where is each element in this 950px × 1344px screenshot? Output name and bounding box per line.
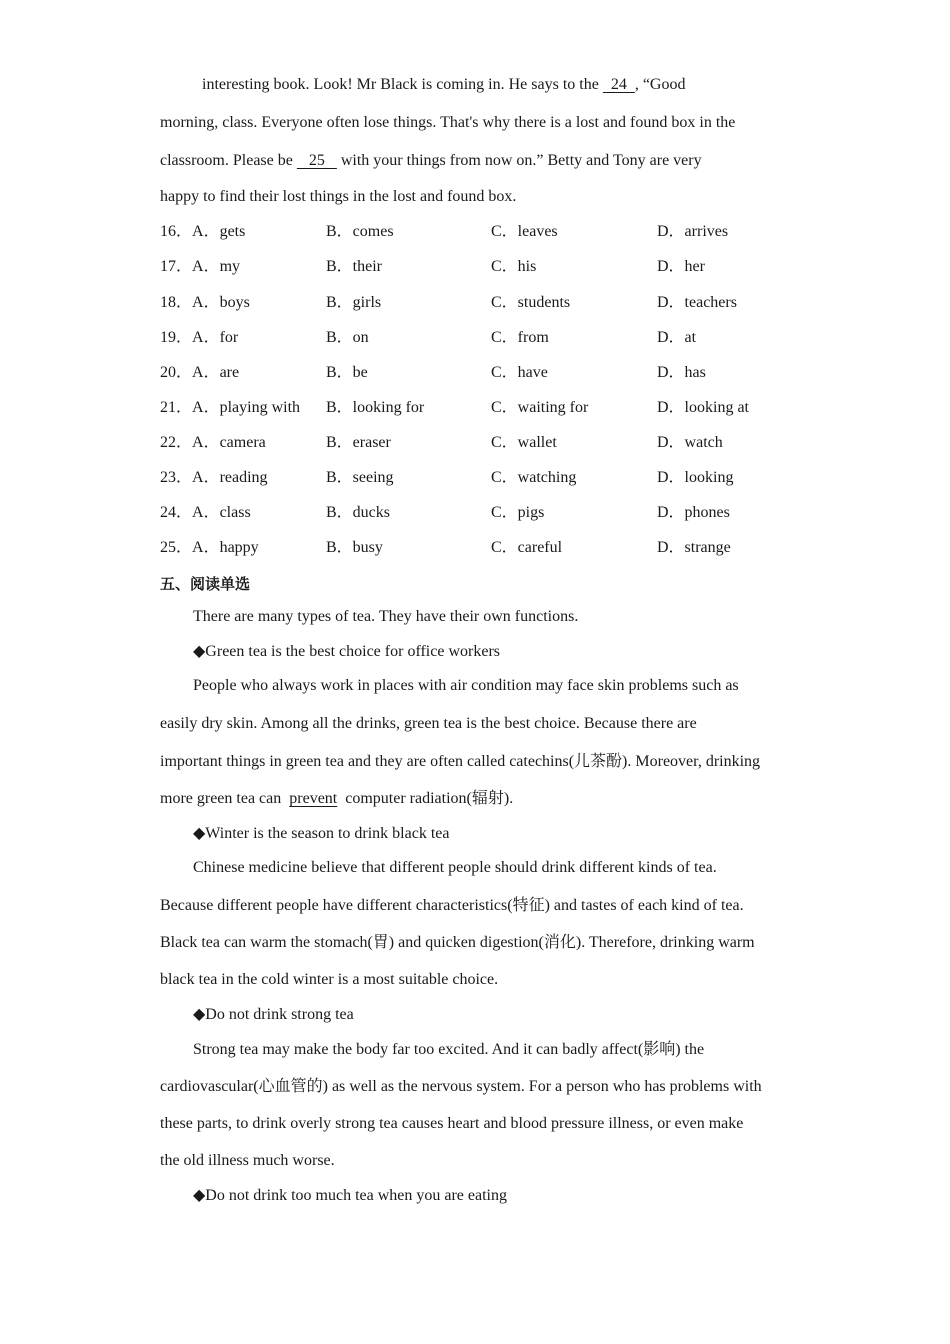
passage-line-4: happy to find their lost things in the lost and found box. bbox=[160, 188, 517, 205]
option-b: B．busy bbox=[326, 539, 383, 556]
paragraph-line: People who always work in places with air condition may face skin problems such as bbox=[193, 677, 739, 694]
option-d: D．her bbox=[657, 258, 705, 275]
option-c: C．students bbox=[491, 294, 571, 311]
question-row bbox=[160, 433, 266, 453]
option-d: D．arrives bbox=[657, 223, 729, 240]
option-a: A．reading bbox=[192, 469, 268, 486]
paragraph-text: computer radiation(辐射). bbox=[337, 790, 514, 807]
paragraph-line bbox=[160, 789, 513, 809]
question-number: 20． bbox=[160, 364, 193, 381]
passage-line-1 bbox=[202, 75, 685, 95]
question-number: 24． bbox=[160, 504, 193, 521]
paragraph-line: black tea in the cold winter is a most suitable choice. bbox=[160, 971, 499, 988]
blank-24: 24 bbox=[602, 76, 635, 93]
question-number: 19． bbox=[160, 329, 193, 346]
blank-25: 25 bbox=[296, 152, 337, 169]
question-number: 22． bbox=[160, 434, 193, 451]
option-b: B．ducks bbox=[326, 504, 391, 521]
question-number: 18． bbox=[160, 294, 193, 311]
paragraph-line: Strong tea may make the body far too excited. And it can badly affect(影响) the bbox=[193, 1041, 705, 1058]
option-a: A．class bbox=[192, 504, 251, 521]
section-heading: 五、阅读单选 bbox=[160, 575, 251, 593]
question-number: 17． bbox=[160, 258, 193, 275]
option-c: C．wallet bbox=[491, 434, 557, 451]
option-a: A．playing with bbox=[192, 399, 301, 416]
option-b: B．seeing bbox=[326, 469, 394, 486]
bullet-title-black-tea: ◆Winter is the season to drink black tea bbox=[193, 825, 450, 842]
paragraph-line: easily dry skin. Among all the drinks, green tea is the best choice. Because there are bbox=[160, 715, 697, 732]
bullet-title-strong-tea: ◆Do not drink strong tea bbox=[193, 1006, 354, 1023]
passage-line-2: morning, class. Everyone often lose things. That's why there is a lost and found box in the bbox=[160, 114, 736, 131]
question-row bbox=[160, 257, 240, 277]
option-c: C．careful bbox=[491, 539, 563, 556]
option-b: B．their bbox=[326, 258, 382, 275]
passage-text: , “Good bbox=[634, 76, 686, 93]
option-b: B．girls bbox=[326, 294, 382, 311]
question-row bbox=[160, 328, 238, 348]
option-a: A．for bbox=[192, 329, 239, 346]
paragraph-line: the old illness much worse. bbox=[160, 1152, 335, 1169]
option-a: A．boys bbox=[192, 294, 250, 311]
option-d: D．looking bbox=[657, 469, 734, 486]
option-b: B．looking for bbox=[326, 399, 425, 416]
option-c: C．from bbox=[491, 329, 549, 346]
passage-text: interesting book. Look! Mr Black is coming in. He says to the bbox=[202, 76, 603, 93]
question-number: 25． bbox=[160, 539, 193, 556]
option-a: A．my bbox=[192, 258, 241, 275]
passage-text: classroom. Please be bbox=[160, 152, 297, 169]
question-row bbox=[160, 363, 239, 383]
option-b: B．be bbox=[326, 364, 368, 381]
option-c: C．pigs bbox=[491, 504, 545, 521]
underlined-word-prevent: prevent bbox=[289, 790, 338, 807]
question-row bbox=[160, 503, 251, 523]
option-a: A．camera bbox=[192, 434, 266, 451]
paragraph-line: important things in green tea and they are often called catechins(儿茶酚). Moreover, drinking bbox=[160, 753, 761, 770]
question-row bbox=[160, 222, 245, 242]
paragraph-line: Black tea can warm the stomach(胃) and quicken digestion(消化). Therefore, drinking warm bbox=[160, 934, 755, 951]
option-d: D．phones bbox=[657, 504, 730, 521]
option-b: B．comes bbox=[326, 223, 394, 240]
paragraph-line: Chinese medicine believe that different people should drink different kinds of tea. bbox=[193, 859, 717, 876]
bullet-title-green-tea: ◆Green tea is the best choice for office workers bbox=[193, 643, 500, 660]
question-row bbox=[160, 398, 300, 418]
option-d: D．has bbox=[657, 364, 706, 381]
paragraph-line: Because different people have different characteristics(特征) and tastes of each kind of tea. bbox=[160, 897, 744, 914]
paragraph-text: more green tea can bbox=[160, 790, 290, 807]
paragraph-line: these parts, to drink overly strong tea causes heart and blood pressure illness, or even make bbox=[160, 1115, 744, 1132]
bullet-title-eating: ◆Do not drink too much tea when you are eating bbox=[193, 1187, 507, 1204]
question-number: 21． bbox=[160, 399, 193, 416]
option-c: C．his bbox=[491, 258, 537, 275]
paragraph-line: cardiovascular(心血管的) as well as the nervous system. For a person who has problems with bbox=[160, 1078, 762, 1095]
question-number: 23． bbox=[160, 469, 193, 486]
option-a: A．are bbox=[192, 364, 240, 381]
option-b: B．on bbox=[326, 329, 369, 346]
question-number: 16． bbox=[160, 223, 193, 240]
option-d: D．looking at bbox=[657, 399, 749, 416]
option-c: C．watching bbox=[491, 469, 577, 486]
question-row bbox=[160, 293, 250, 313]
option-c: C．waiting for bbox=[491, 399, 589, 416]
option-d: D．at bbox=[657, 329, 697, 346]
intro-text: There are many types of tea. They have their own functions. bbox=[193, 608, 579, 625]
option-d: D．teachers bbox=[657, 294, 737, 311]
passage-line-3 bbox=[160, 151, 702, 171]
option-b: B．eraser bbox=[326, 434, 391, 451]
option-d: D．watch bbox=[657, 434, 723, 451]
option-c: C．leaves bbox=[491, 223, 558, 240]
option-c: C．have bbox=[491, 364, 548, 381]
question-row bbox=[160, 468, 268, 488]
passage-text: with your things from now on.” Betty and Tony are very bbox=[336, 152, 702, 169]
question-row bbox=[160, 538, 259, 558]
option-d: D．strange bbox=[657, 539, 731, 556]
option-a: A．happy bbox=[192, 539, 259, 556]
option-a: A．gets bbox=[192, 223, 246, 240]
